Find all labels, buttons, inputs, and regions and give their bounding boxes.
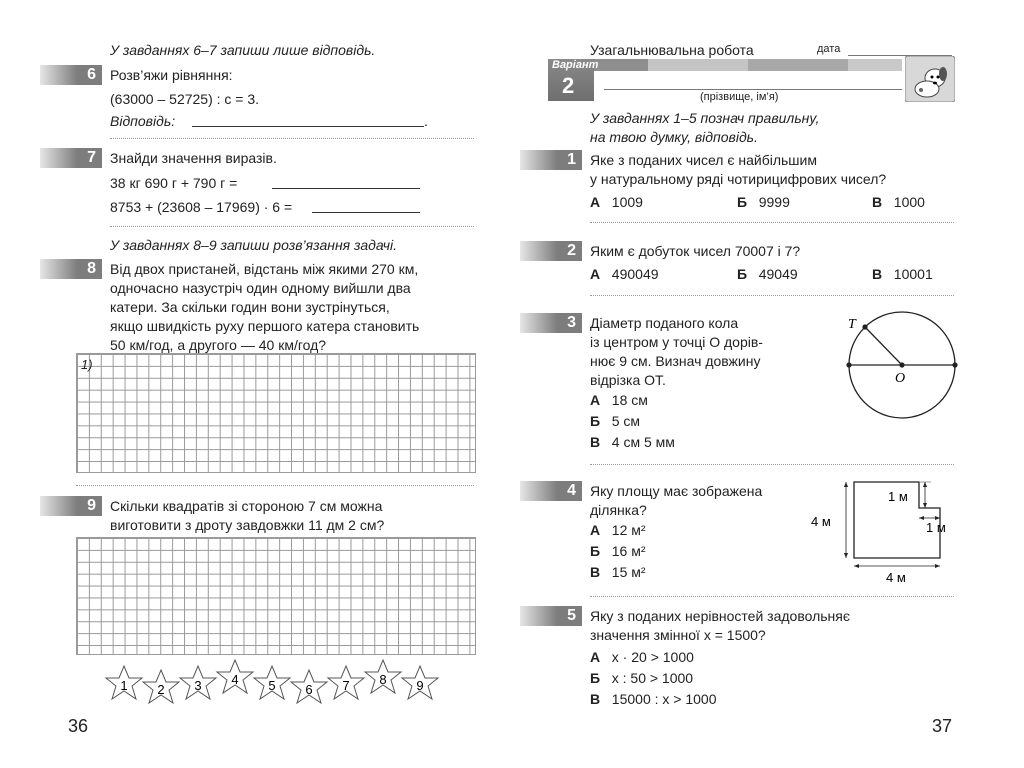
task4-option-b[interactable] (590, 542, 645, 560)
task-number-4: 4 (520, 481, 582, 501)
option-value: 15 м² (611, 564, 646, 580)
page-number-right: 37 (932, 716, 953, 736)
instruction-line: У завданнях 1–5 познач правильну, (590, 110, 820, 126)
task1-line: у натуральному ряді чотирицифрових чисел? (590, 171, 887, 187)
task2-text: Яким є добуток чисел 70007 і 7? (590, 243, 801, 259)
option-letter: Б (590, 543, 601, 559)
task6-text: Розв’яжи рівняння: (110, 67, 233, 83)
task3-option-b[interactable] (590, 412, 640, 430)
task7-text: Знайди значення виразів. (110, 150, 277, 166)
separator (110, 138, 474, 139)
task9-line: виготовити з дроту завдовжки 11 дм 2 см? (110, 517, 385, 533)
task6-answer-end: . (424, 113, 428, 129)
task7-expr1: 38 кг 690 г + 790 г = (110, 175, 238, 191)
star-icon[interactable] (365, 660, 401, 693)
option-letter: А (590, 266, 601, 282)
star-label: 8 (379, 672, 387, 687)
star-label: 5 (268, 678, 276, 693)
task5-option-a[interactable] (590, 648, 694, 666)
instruction-line: на твою думку, відповідь. (590, 129, 758, 145)
task1-option-c[interactable] (872, 193, 925, 211)
task6-equation: (63000 – 52725) : c = 3. (110, 91, 260, 107)
option-value: 15000 : x > 1000 (611, 691, 717, 707)
option-letter: Б (590, 413, 601, 429)
task1-option-b[interactable] (737, 193, 790, 211)
dim-bottom: 4 м (886, 570, 906, 585)
variant-number: 2 (562, 73, 575, 98)
task1-line: Яке з поданих чисел є найбільшим (590, 152, 817, 168)
task3-option-a[interactable] (590, 391, 648, 409)
variant-badge (548, 59, 599, 101)
task-number-7: 7 (40, 148, 102, 168)
date-label: дата (817, 43, 841, 55)
label-t: T (848, 317, 856, 332)
task4-line: ділянка? (590, 502, 647, 518)
separator (590, 222, 954, 223)
grid-note: 1) (81, 357, 93, 372)
task3-line: із центром у точці O дорів- (590, 334, 763, 350)
task-number-1: 1 (520, 150, 582, 170)
option-letter: В (590, 691, 601, 707)
option-letter: А (590, 194, 601, 210)
task4-option-c[interactable] (590, 563, 646, 581)
circle-diagram (840, 310, 972, 450)
plot-diagram (808, 474, 958, 592)
task4-line: Яку площу має зображена (590, 483, 763, 499)
option-value: 1009 (611, 194, 643, 210)
option-value: 12 м² (611, 522, 646, 538)
option-letter: В (590, 434, 601, 450)
star-icon[interactable] (180, 666, 216, 699)
task8-line: якщо швидкість руху першого катера становить (110, 318, 420, 334)
option-value: 490049 (611, 266, 659, 282)
option-letter: Б (590, 670, 601, 686)
task-number-2: 2 (520, 241, 582, 261)
option-value: 1000 (893, 194, 925, 210)
star-icon[interactable] (217, 660, 253, 693)
task2-option-c[interactable] (872, 265, 933, 283)
option-letter: В (872, 266, 883, 282)
task5-text (590, 607, 850, 645)
separator (590, 295, 954, 296)
task-number-9: 9 (40, 496, 102, 516)
task7-answer2-line[interactable] (312, 212, 420, 213)
option-value: 5 см (611, 413, 641, 429)
dim-top: 1 м (888, 489, 908, 504)
option-value: 9999 (758, 194, 790, 210)
star-icon[interactable] (328, 666, 364, 699)
task5-line: значення змінної x = 1500? (590, 627, 766, 643)
task3-line: Діаметр поданого кола (590, 315, 739, 331)
label-o: O (895, 371, 906, 386)
task8-text (110, 260, 419, 355)
option-letter: Б (737, 194, 748, 210)
instruction-8-9: У завданнях 8–9 запиши розв’язання задачі. (110, 237, 397, 253)
score-stars (100, 658, 445, 704)
task8-line: Від двох пристаней, відстань між якими 270 км, (110, 261, 419, 277)
task9-text (110, 497, 384, 535)
task8-line: катери. За скільки годин вони зустрінуться, (110, 299, 390, 315)
star-icon[interactable] (106, 666, 142, 699)
option-value: 4 см 5 мм (611, 434, 675, 450)
task-number-8: 8 (40, 259, 102, 279)
dim-right: 1 м (926, 520, 946, 535)
variant-header-bar (548, 59, 954, 71)
option-value: 49049 (758, 266, 798, 282)
star-icon[interactable] (254, 666, 290, 699)
separator (590, 464, 954, 465)
task5-option-b[interactable] (590, 669, 693, 687)
dog-mascot-icon (905, 56, 955, 102)
page-number-left: 36 (68, 716, 89, 736)
option-letter: Б (737, 266, 748, 282)
task3-text (590, 314, 763, 390)
star-label: 3 (194, 678, 202, 693)
task1-option-a[interactable] (590, 193, 643, 211)
task-number-3: 3 (520, 313, 582, 333)
option-letter: В (590, 564, 601, 580)
variant-label: Варіант (552, 59, 599, 71)
star-icon[interactable] (143, 670, 179, 703)
task6-answer-label: Відповідь: (110, 113, 176, 129)
task2-option-b[interactable] (737, 265, 798, 283)
task8-line: 50 км/год, а другого — 40 км/год? (110, 337, 327, 353)
star-label: 2 (157, 682, 165, 697)
task7-answer1-line[interactable] (272, 188, 420, 189)
star-label: 6 (305, 682, 313, 697)
option-value: x · 20 > 1000 (611, 649, 694, 665)
task3-option-c[interactable] (590, 433, 675, 451)
star-label: 1 (120, 678, 128, 693)
star-label: 4 (231, 672, 239, 687)
option-letter: А (590, 392, 601, 408)
task4-option-a[interactable] (590, 521, 646, 539)
task4-text (590, 482, 762, 520)
task3-line: нює 9 см. Визнач довжину (590, 353, 761, 369)
star-icon[interactable] (291, 670, 327, 703)
option-letter: А (590, 649, 601, 665)
dim-left: 4 м (811, 514, 831, 529)
task3-line: відрізка OT. (590, 372, 666, 388)
task7-expr2: 8753 + (23608 – 17969) · 6 = (110, 199, 293, 215)
task8-line: одночасно назустріч один одному вийшли два (110, 280, 411, 296)
work-title: Узагальнювальна робота (590, 42, 754, 58)
task9-line: Скільки квадратів зі стороною 7 см можна (110, 498, 383, 514)
task6-answer-line[interactable] (192, 126, 424, 127)
task-number-5: 5 (520, 606, 582, 626)
task2-option-a[interactable] (590, 265, 659, 283)
option-value: 18 см (611, 392, 648, 408)
option-value: x : 50 > 1000 (611, 670, 694, 686)
star-icon[interactable] (402, 666, 438, 699)
option-value: 16 м² (611, 543, 646, 559)
task5-line: Яку з поданих нерівностей задовольняє (590, 608, 851, 624)
task5-option-c[interactable] (590, 690, 717, 708)
name-hint: (прізвище, ім’я) (700, 91, 779, 103)
task9-grid[interactable] (76, 537, 476, 655)
instruction-6-7: У завданнях 6–7 запиши лише відповідь. (110, 42, 376, 58)
separator (590, 596, 954, 597)
option-letter: В (872, 194, 883, 210)
task-number-6: 6 (40, 65, 102, 85)
task1-text (590, 151, 886, 189)
student-name-field[interactable] (604, 89, 902, 90)
option-value: 10001 (893, 266, 933, 282)
instruction-1-5 (590, 109, 819, 147)
segment-ot (865, 327, 902, 365)
separator (110, 226, 474, 227)
star-label: 9 (416, 678, 424, 693)
separator (76, 485, 474, 486)
star-label: 7 (342, 678, 350, 693)
task8-grid[interactable] (76, 353, 476, 473)
option-letter: А (590, 522, 601, 538)
